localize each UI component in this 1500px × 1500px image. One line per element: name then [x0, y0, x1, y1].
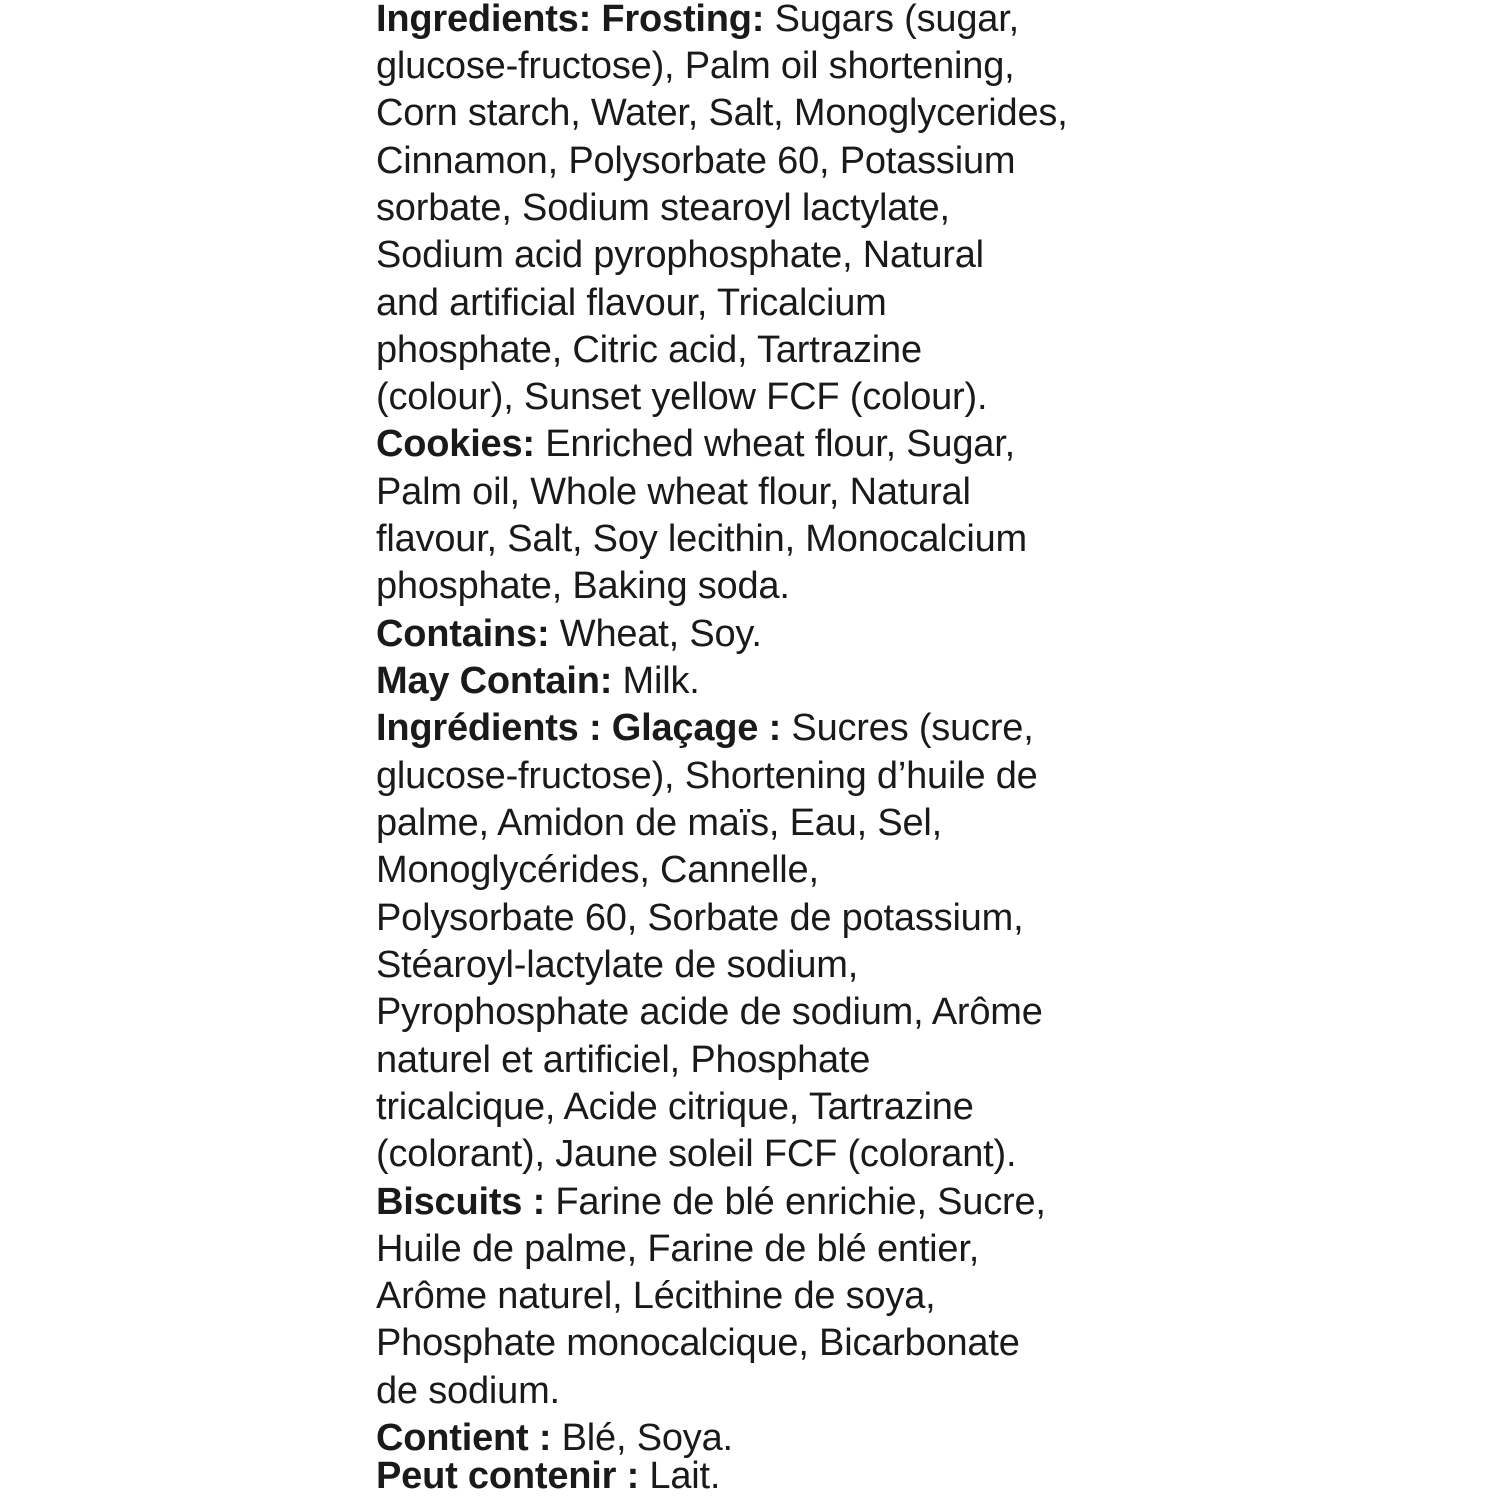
label-line [376, 469, 971, 516]
section-heading: Contient : [376, 1417, 552, 1459]
section-heading: Peut contenir : [376, 1455, 640, 1497]
label-line [376, 1131, 1016, 1178]
label-line [376, 138, 1015, 185]
line-text: phosphate, Baking soda. [376, 565, 790, 607]
line-text: Sucres (sucre, [781, 707, 1034, 749]
label-line [376, 658, 700, 705]
label-line [376, 895, 1023, 942]
label-line [376, 327, 922, 374]
line-text: Cinnamon, Polysorbate 60, Potassium [376, 140, 1016, 182]
line-text: Wheat, Soy. [549, 613, 762, 655]
label-line [376, 280, 887, 327]
label-line [376, 1320, 1020, 1367]
line-text: flavour, Salt, Soy lecithin, Monocalcium [376, 518, 1027, 560]
label-line [376, 232, 984, 279]
line-text: Palm oil, Whole wheat flour, Natural [376, 471, 971, 513]
line-text: de sodium. [376, 1370, 560, 1412]
label-line [376, 942, 858, 989]
line-text: Lait. [639, 1455, 721, 1497]
ingredients-label [376, 0, 1156, 1500]
label-line [376, 1084, 974, 1131]
line-text: tricalcique, Acide citrique, Tartrazine [376, 1086, 974, 1128]
line-text: Pyrophosphate acide de sodium, Arôme [376, 991, 1043, 1033]
label-line [376, 563, 790, 610]
label-line [376, 421, 1015, 468]
section-heading: Biscuits : [376, 1181, 546, 1223]
line-text: Sodium acid pyrophosphate, Natural [376, 234, 984, 276]
line-text: phosphate, Citric acid, Tartrazine [376, 329, 922, 371]
line-text: naturel et artificiel, Phosphate [376, 1039, 871, 1081]
label-line [376, 1453, 720, 1500]
line-text: Blé, Soya. [551, 1417, 733, 1459]
line-text: and artificial flavour, Tricalcium [376, 282, 887, 324]
line-text: Monoglycérides, Cannelle, [376, 849, 819, 891]
label-line [376, 1179, 1046, 1226]
label-line [376, 0, 1019, 43]
line-text: Stéaroyl-lactylate de sodium, [376, 944, 859, 986]
line-text: Enriched wheat flour, Sugar, [534, 423, 1015, 465]
line-text: Polysorbate 60, Sorbate de potassium, [376, 897, 1024, 939]
label-line [376, 1037, 870, 1084]
label-line [376, 43, 1015, 90]
label-line [376, 90, 1068, 137]
label-line [376, 1368, 560, 1415]
line-text: glucose-fructose), Palm oil shortening, [376, 45, 1015, 87]
label-line [376, 753, 1038, 800]
line-text: Sugars (sugar, [764, 0, 1019, 40]
line-text: Milk. [612, 660, 700, 702]
line-text: (colour), Sunset yellow FCF (colour). [376, 376, 988, 418]
section-heading: Cookies: [376, 423, 535, 465]
line-text: sorbate, Sodium stearoyl lactylate, [376, 187, 950, 229]
section-heading: Ingredients: Frosting: [376, 0, 765, 40]
section-heading: May Contain: [376, 660, 613, 702]
line-text: Huile de palme, Farine de blé entier, [376, 1228, 980, 1270]
section-heading: Ingrédients : Glaçage : [376, 707, 782, 749]
label-line [376, 516, 1027, 563]
label-line [376, 185, 950, 232]
line-text: palme, Amidon de maïs, Eau, Sel, [376, 802, 943, 844]
label-line [376, 611, 762, 658]
section-heading: Contains: [376, 613, 550, 655]
label-line [376, 1273, 936, 1320]
label-line [376, 705, 1034, 752]
line-text: Arôme naturel, Lécithine de soya, [376, 1275, 936, 1317]
label-line [376, 374, 987, 421]
label-line [376, 1226, 979, 1273]
label-line [376, 847, 819, 894]
line-text: glucose-fructose), Shortening d’huile de [376, 755, 1038, 797]
line-text: Phosphate monocalcique, Bicarbonate [376, 1322, 1020, 1364]
label-line [376, 800, 942, 847]
line-text: Farine de blé enrichie, Sucre, [545, 1181, 1046, 1223]
label-line [376, 989, 1043, 1036]
line-text: Corn starch, Water, Salt, Monoglycerides, [376, 92, 1068, 134]
line-text: (colorant), Jaune soleil FCF (colorant). [376, 1133, 1017, 1175]
